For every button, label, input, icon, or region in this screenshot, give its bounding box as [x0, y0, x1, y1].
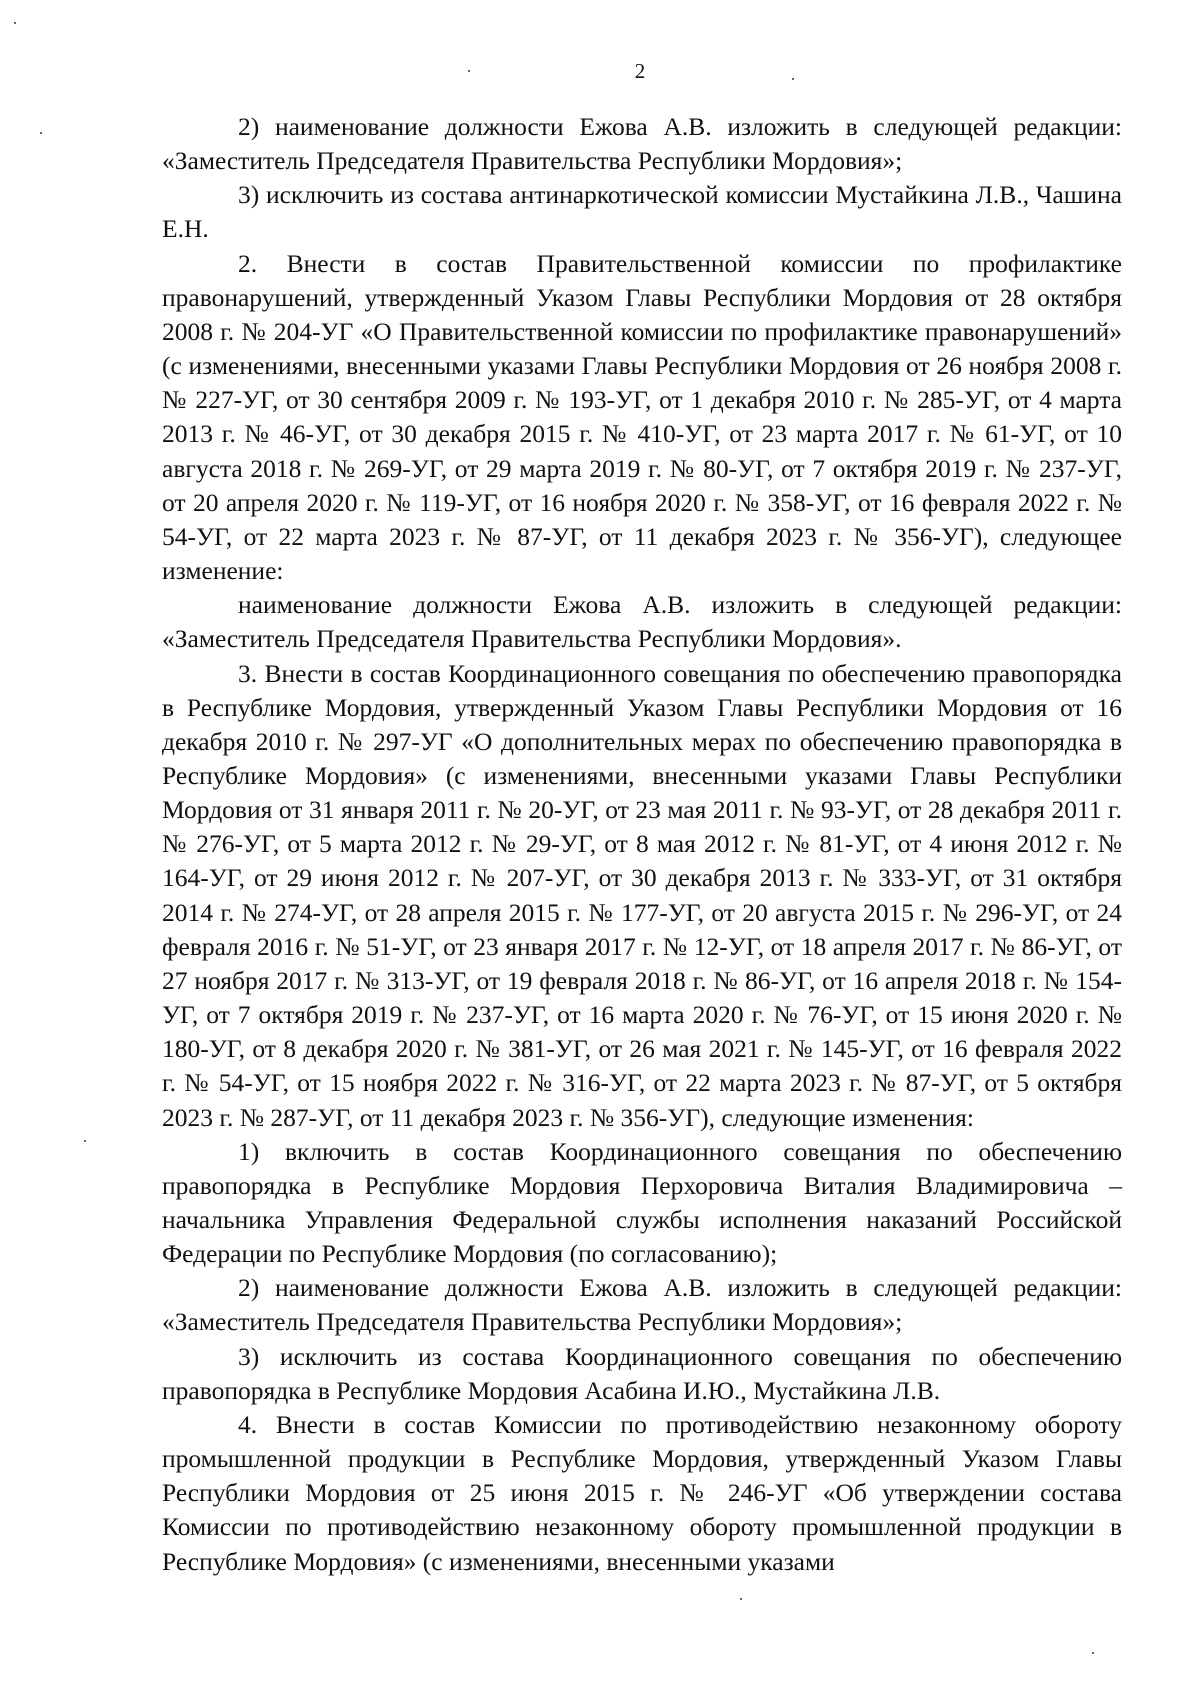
- scan-speck: [792, 78, 794, 80]
- paragraph-item-3-exclude-coordination: 3) исключить из состава Координационного совещания по обеспечению правопорядка в Республике Мордовия Асабина И.Ю., Мустайкина Л.В.: [162, 1341, 1122, 1405]
- scan-speck: [14, 22, 16, 24]
- paragraph-section-4-illegal-turnover-commission: 4. Внести в состав Комиссии по противодействию незаконному обороту промышленной продукции в Республике Мордовия, утвержденный Указом Главы Республики Мордовия от 25 июня 2015 г. № 246-УГ «Об утверждении состава Комиссии по противодействию незаконному обороту промышленной продукции в Республике Мордовия» (с изменениями, внесенными указами: [162, 1409, 1122, 1576]
- scan-speck: [740, 1598, 742, 1600]
- paragraph-item-2-ezhov-title: 2) наименование должности Ежова А.В. изложить в следующей редакции: «Заместитель Председателя Правительства Республики Мордовия»;: [162, 112, 1122, 176]
- scan-speck: [468, 70, 470, 72]
- scan-speck: [84, 1140, 86, 1142]
- paragraph-item-1-include-perkhorovich: 1) включить в состав Координационного совещания по обеспечению правопорядка в Республике Мордовия Перхоровича Виталия Владимировича – начальника Управления Федеральной службы исполнения наказаний Российской Федерации по Республике Мордовия (по согласованию);: [162, 1136, 1122, 1269]
- paragraph-ezhov-title-change: наименование должности Ежова А.В. изложить в следующей редакции: «Заместитель Председателя Правительства Республики Мордовия».: [162, 590, 1122, 654]
- paragraph-item-3-exclude-antinarcotic: 3) исключить из состава антинаркотической комиссии Мустайкина Л.В., Чашина Е.Н.: [162, 180, 1122, 244]
- paragraph-item-2-ezhov-title-coordination: 2) наименование должности Ежова А.В. изложить в следующей редакции: «Заместитель Председателя Правительства Республики Мордовия»;: [162, 1273, 1122, 1337]
- paragraph-section-3-coordination-meeting: 3. Внести в состав Координационного совещания по обеспечению правопорядка в Республике Мордовия, утвержденный Указом Главы Республики Мордовия от 16 декабря 2010 г. № 297-УГ «О дополнительных мерах по обеспечению правопорядка в Республике Мордовия» (с изменениями, внесенными указами Главы Республики Мордовия от 31 января 2011 г. № 20-УГ, от 23 мая 2011 г. № 93-УГ, от 28 декабря 2011 г. № 276-УГ, от 5 марта 2012 г. № 29-УГ, от 8 мая 2012 г. № 81-УГ, от 4 июня 2012 г. № 164-УГ, от 29 июня 2012 г. № 207-УГ, от 30 декабря 2013 г. № 333-УГ, от 31 октября 2014 г. № 274-УГ, от 28 апреля 2015 г. № 177-УГ, от 20 августа 2015 г. № 296-УГ, от 24 февраля 2016 г. № 51-УГ, от 23 января 2017 г. № 12-УГ, от 18 апреля 2017 г. № 86-УГ, от 27 ноября 2017 г. № 313-УГ, от 19 февраля 2018 г. № 86-УГ, от 16 апреля 2018 г. № 154-УГ, от 7 октября 2019 г. № 237-УГ, от 16 марта 2020 г. № 76-УГ, от 15 июня 2020 г. № 180-УГ, от 8 декабря 2020 г. № 381-УГ, от 26 мая 2021 г. № 145-УГ, от 16 февраля 2022 г. № 54-УГ, от 15 ноября 2022 г. № 316-УГ, от 22 марта 2023 г. № 87-УГ, от 5 октября 2023 г. № 287-УГ, от 11 декабря 2023 г. № 356-УГ), следующие изменения:: [162, 658, 1122, 1132]
- scan-speck: [1092, 1652, 1094, 1654]
- paragraph-section-2-crime-prevention-commission: 2. Внести в состав Правительственной комиссии по профилактике правонарушений, утвержденный Указом Главы Республики Мордовия от 28 октября 2008 г. № 204-УГ «О Правительственной комиссии по профилактике правонарушений» (с изменениями, внесенными указами Главы Республики Мордовия от 26 ноября 2008 г. № 227-УГ, от 30 сентября 2009 г. № 193-УГ, от 1 декабря 2010 г. № 285-УГ, от 4 марта 2013 г. № 46-УГ, от 30 декабря 2015 г. № 410-УГ, от 23 марта 2017 г. № 61-УГ, от 10 августа 2018 г. № 269-УГ, от 29 марта 2019 г. № 80-УГ, от 7 октября 2019 г. № 237-УГ, от 20 апреля 2020 г. № 119-УГ, от 16 ноября 2020 г. № 358-УГ, от 16 февраля 2022 г. № 54-УГ, от 22 марта 2023 г. № 87-УГ, от 11 декабря 2023 г. № 356-УГ), следующее изменение:: [162, 248, 1122, 586]
- page-number: 2: [634, 59, 646, 83]
- document-body: [162, 110, 1122, 1579]
- scan-speck: [40, 132, 42, 134]
